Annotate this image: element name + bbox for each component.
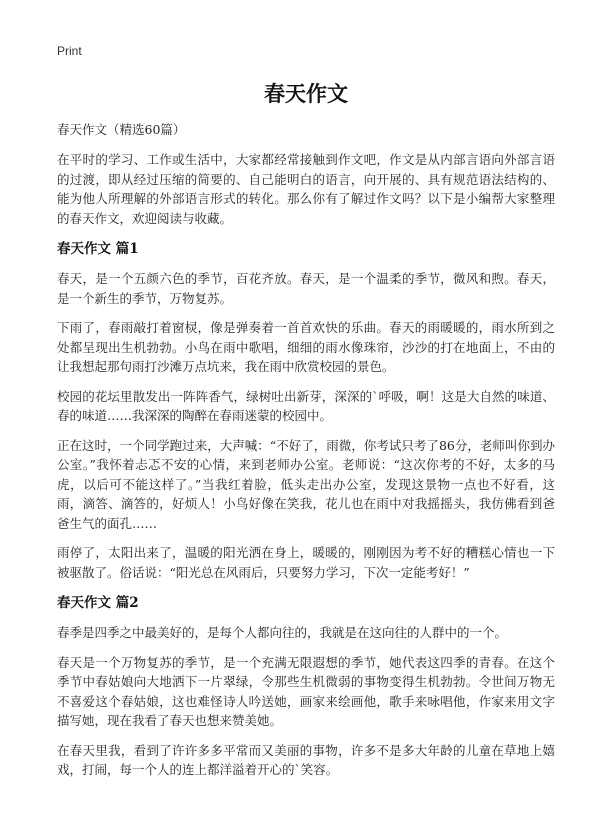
paragraph: 下雨了，春雨敲打着窗棂，像是弹奏着一首首欢快的乐曲。春天的雨暖暖的，雨水所到之处都呈现出生机勃勃。小鸟在雨中歌唱，细细的雨水像珠帘，沙沙的打在地面上，不由的让我想起那句雨打沙滩万点坑来，我在雨中欣赏校园的景色。 bbox=[57, 320, 555, 374]
paragraph: 春天是一个万物复苏的季节，是一个充满无限遐想的季节，她代表这四季的青春。在这个季节中春姑娘向大地洒下一片翠绿，令那些生机微弱的事物变得生机勃勃。令世间万物无不喜爱这个春姑娘，这也难怪诗人吟送她，画家来绘画他，歌手来咏唱他，作家来用文字描写她，现在我看了春天也想来赞美她。 bbox=[57, 654, 555, 728]
paragraph: 春天，是一个五颜六色的季节，百花齐放。春天，是一个温柔的季节，微风和煦。春天，是一个新生的季节，万物复苏。 bbox=[57, 271, 555, 306]
paragraph: 雨停了，太阳出来了，温暖的阳光洒在身上，暖暖的，刚刚因为考不好的糟糕心情也一下被驱散了。俗话说：“阳光总在风雨后，只要努力学习，下次一定能考好！” bbox=[57, 545, 555, 580]
section-heading-1: 春天作文 篇1 bbox=[57, 241, 139, 257]
paragraph: 正在这时，一个同学跑过来，大声喊：“不好了，雨微，你考试只考了86分，老师叫你到办公室。”我怀着忐忑不安的心情，来到老师办公室。老师说：“这次你考的不好，太多的马虎，以后可不能这样了。”当我红着脸，低头走出办公室，发现这景物一点也不好看，这雨，滴答、滴答的，好烦人！小鸟好像在笑我，花儿也在雨中对我摇摇头，我仿佛看到爸爸生气的面孔…… bbox=[57, 437, 555, 531]
print-link[interactable]: Print bbox=[57, 44, 82, 58]
article-body bbox=[57, 120, 555, 790]
intro-paragraph: 在平时的学习、工作或生活中，大家都经常接触到作文吧，作文是从内部言语向外部言语的过渡，即从经过压缩的简要的、自己能明白的语言，向开展的、具有规范语法结构的、能为他人所理解的外部语言形式的转化。那么你有了解过作文吗？以下是小编帮大家整理的春天作文，欢迎阅读与收藏。 bbox=[57, 152, 555, 226]
paragraph: 春季是四季之中最美好的，是每个人都向往的，我就是在这向往的人群中的一个。 bbox=[57, 625, 508, 640]
paragraph: 在春天里我，看到了许许多多平常而又美丽的事物，许多不是多大年龄的儿童在草地上嬉戏，打闹，每一个人的连上都洋溢着开心的`笑容。 bbox=[57, 742, 555, 777]
page-title: 春天作文 bbox=[264, 81, 348, 106]
article-subtitle: 春天作文（精选60篇） bbox=[57, 122, 186, 137]
section-heading-2: 春天作文 篇2 bbox=[57, 595, 139, 611]
paragraph: 校园的花坛里散发出一阵阵香气，绿树吐出新芽，深深的`呼吸，啊！这是大自然的味道、春的味道……我深深的陶醉在春雨迷蒙的校园中。 bbox=[57, 388, 555, 423]
